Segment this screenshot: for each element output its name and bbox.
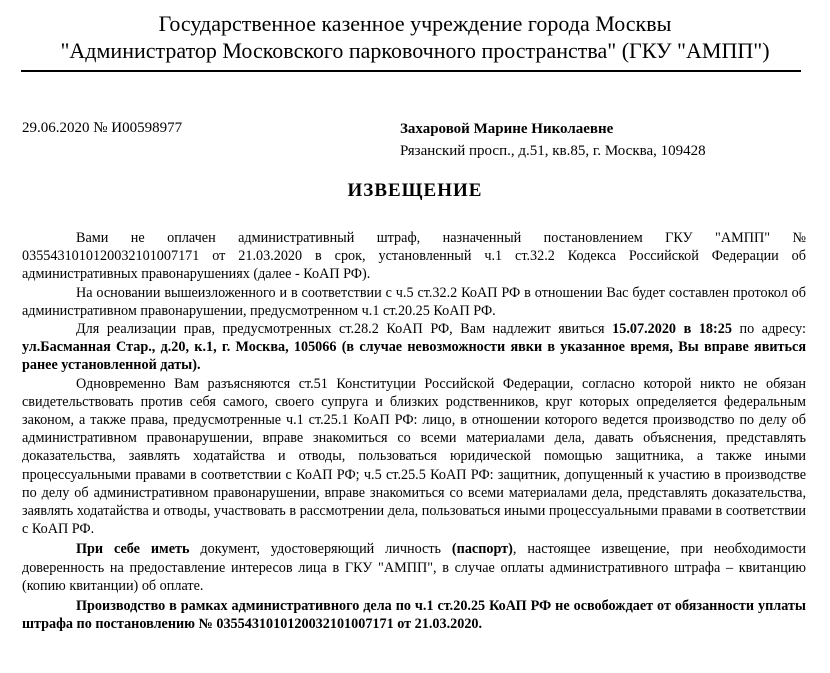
paragraph-documents [22,540,806,595]
addressee-block [400,118,706,162]
paragraph-appearance [22,320,806,375]
letterhead [0,10,830,64]
appearance-text: Для реализации прав, предусмотренных ст.28.2 КоАП РФ, Вам надлежит явиться [76,321,613,338]
appearance-datetime: 15.07.2020 в 18:25 [612,321,732,338]
documents-text: документ, удостоверяющий личность [189,541,452,558]
letterhead-line-1: Государственное казенное учреждение города Москвы [158,11,672,36]
letterhead-divider [21,70,801,72]
paragraph-rights: Одновременно Вам разъясняются ст.51 Конституции Российской Федерации, согласно которой никто не обязан свидетельствовать против себя самого, своего супруга и близких родственников, круг которых определяется федеральным законом, а также права, предусмотренные ч.1 ст.25.1 КоАП РФ: лицо, в отношении которого ведется производство по делу об административном правонарушении, вправе знакомиться со всеми материалами дела, давать объяснения, представлять доказательства, заявлять ходатайства и отводы, пользоваться юридической помощью защитника, а также иными процессуальными правами в соответствии с КоАП РФ; ч.5 ст.25.5 КоАП РФ: защитник, допущенный к участию в производстве по делу об административном правонарушении, вправе знакомиться со всеми материалами дела, представлять доказательства, заявлять ходатайства и отводы, участвовать в рассмотрении дела, пользоваться иными процессуальными правами в соответствии с КоАП РФ. [22,375,806,538]
appearance-address-label: по адресу: [731,321,806,338]
appearance-address: ул.Басманная Стар., д.20, к.1, г. Москва, 105066 [22,339,337,356]
documents-passport: (паспорт) [451,541,513,558]
date-and-number: 29.06.2020 № И00598977 [22,120,183,136]
documents-text-rest: , настоящее извещение, при необходимости доверенность на предоставление интересов лица в ГКУ "АМПП", в случае оплаты административного штрафа – квитанцию (копию квитанции) об оплате. [22,541,806,594]
documents-lead: При себе иметь [76,541,190,558]
document-title: ИЗВЕЩЕНИЕ [347,180,483,201]
letterhead-line-2: "Администратор Московского парковочного пространства" (ГКУ "АМПП") [60,38,770,63]
obligation-text: Производство в рамках административного дела по ч.1 ст.20.25 КоАП РФ не освобождает от обязанности уплаты штрафа по постановлению № 0355431010120032101007171 от 21.03.2020. [22,598,806,633]
paragraph-obligation [22,597,806,633]
addressee-address: Рязанский просп., д.51, кв.85, г. Москва, 109428 [400,143,706,159]
appearance-note: (в случае невозможности явки в указанное время, Вы вправе явиться ранее установленной даты). [22,339,807,374]
paragraph-unpaid-fine: Вами не оплачен административный штраф, назначенный постановлением ГКУ "АМПП" № 0355431010120032101007171 от 21.03.2020 в срок, установленный ч.1 ст.32.2 Кодекса Российской Федерации об административных правонарушениях (далее - КоАП РФ). [22,230,806,283]
notice-body [22,229,806,633]
paragraph-protocol: На основании вышеизложенного и в соответствии с ч.5 ст.32.2 КоАП РФ в отношении Вас будет составлен протокол об административном правонарушении, предусмотренном ч.1 ст.20.25 КоАП РФ. [22,284,806,319]
addressee-name: Захаровой Марине Николаевне [400,121,614,137]
